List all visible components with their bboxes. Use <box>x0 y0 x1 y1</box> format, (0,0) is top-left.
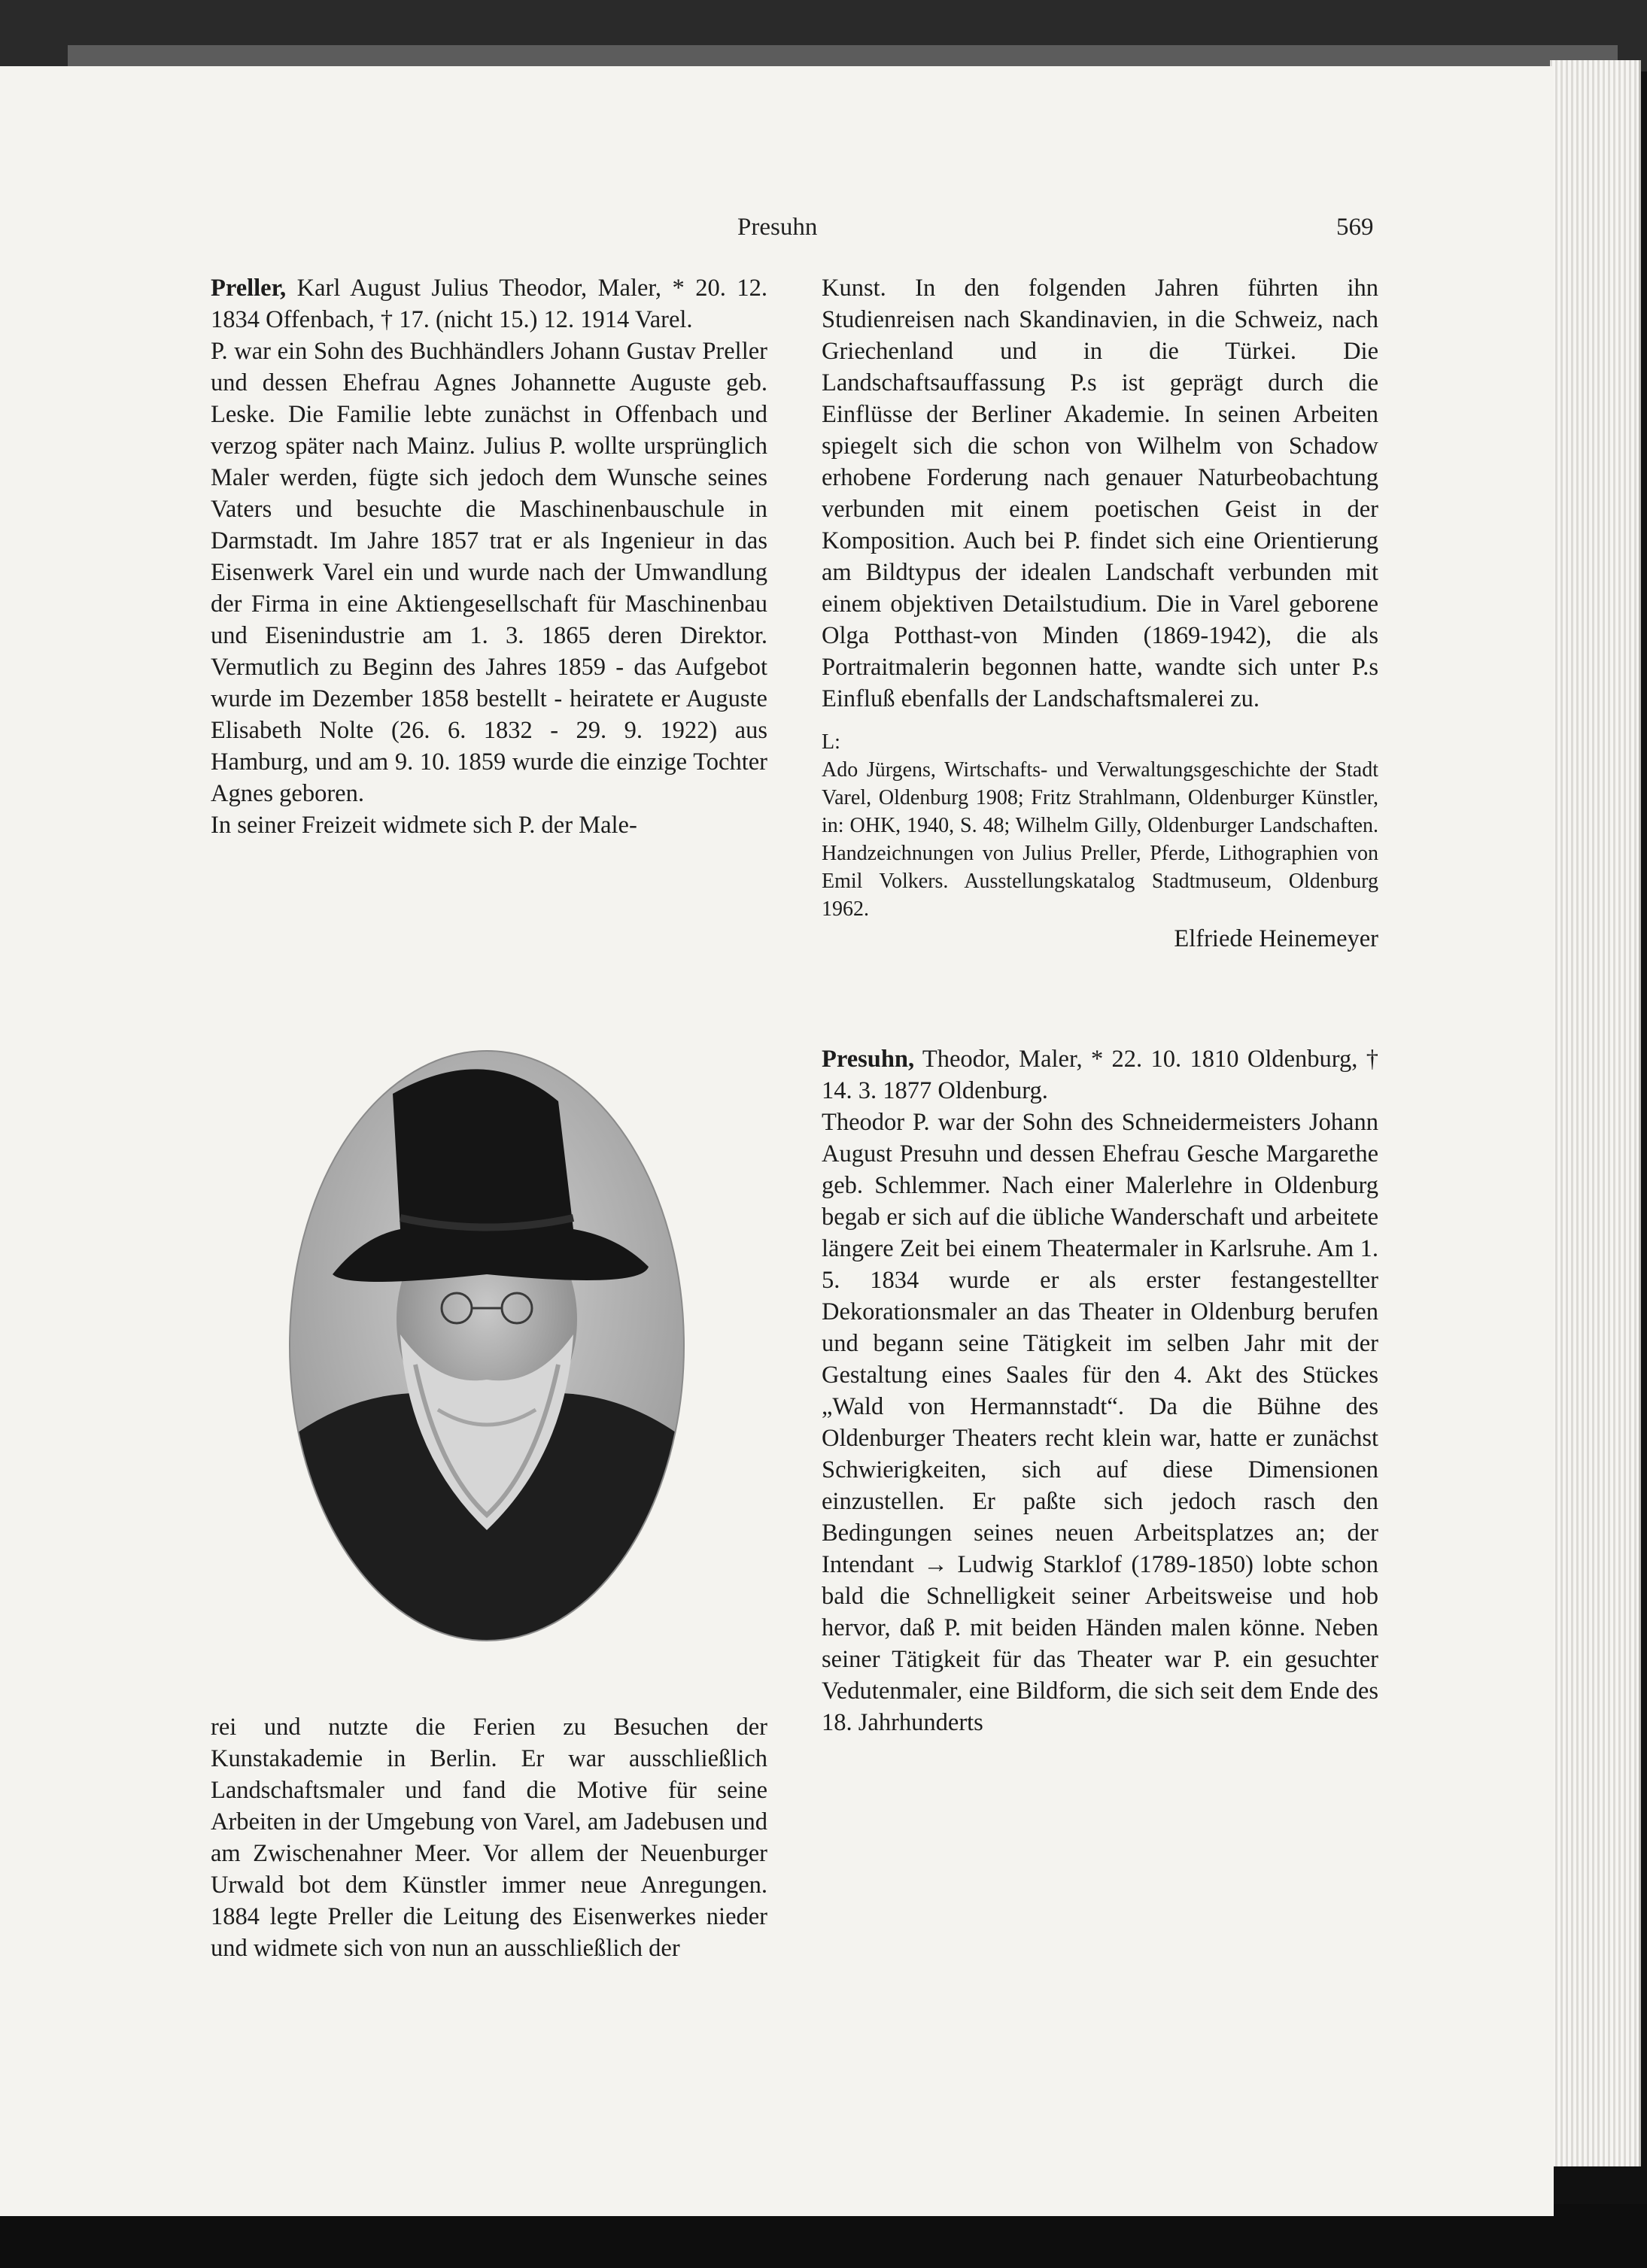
preller-heading <box>211 272 767 335</box>
page-edges <box>1550 60 1641 2166</box>
preller-paragraph-2: In seiner Freizeit widmete sich P. der Male- <box>211 812 637 839</box>
left-column-bottom <box>211 1711 767 1964</box>
presuhn-heading <box>822 1043 1378 1107</box>
author-signature: Elfriede Heinemeyer <box>1174 925 1378 952</box>
entry-name-presuhn: Presuhn, <box>822 1046 915 1073</box>
literature-section <box>822 728 1378 923</box>
presuhn-intro: Theodor, Maler, * 22. 10. 1810 Oldenburg, † 14. 3. 1877 Oldenburg. <box>822 1046 1378 1104</box>
page-number: 569 <box>1336 214 1374 241</box>
portrait-photo <box>287 1049 686 1643</box>
presuhn-paragraph-1: Theodor P. war der Sohn des Schneidermeisters Johann August Presuhn und dessen Ehefrau Gesche Margarethe geb. Schlemmer. Nach einer Malerlehre in Oldenburg begab er sich auf die übliche Wanderschaft und arbeitete längere Zeit bei einem Theatermaler in Karlsruhe. Am 1. 5. 1834 wurde er als erster festangestellter Dekorationsmaler an das Theater in Oldenburg berufen und begann seine Tätigkeit im selben Jahr mit der Gestaltung eines Saales für den 4. Akt des Stückes „Wald von Hermannstadt“. Da die Bühne des Oldenburger Theaters recht klein war, hatte er zunächst Schwierigkeiten, sich auf diese Dimensionen einzustellen. Er paßte sich jedoch rasch den Bedingungen seines neuen Arbeitsplatzes an; der Intendant → Ludwig Starklof (1789-1850) lobte schon bald die Schnelligkeit seiner Arbeitsweise und hob hervor, daß P. mit beiden Händen malen könne. Neben seiner Tätigkeit für das Theater war P. ein gesuchter Vedutenmaler, eine Bildform, die sich seit dem Ende des 18. Jahrhunderts <box>822 1109 1378 1736</box>
preller-intro: Karl August Julius Theodor, Maler, * 20. 12. 1834 Offenbach, † 17. (nicht 15.) 12. 1914 Varel. <box>211 275 767 333</box>
entry-name-preller: Preller, <box>211 275 287 302</box>
preller-paragraph-1: P. war ein Sohn des Buchhändlers Johann Gustav Preller und dessen Ehefrau Agnes Johannette Auguste geb. Leske. Die Familie lebte zunächst in Offenbach und verzog später nach Mainz. Julius P. wollte ursprünglich Maler werden, fügte sich jedoch dem Wunsche seines Vaters und besuchte die Maschinenbauschule in Darmstadt. Im Jahre 1857 trat er als Ingenieur in das Eisenwerk Varel ein und wurde nach der Umwandlung der Firma in eine Aktiengesellschaft für Maschinenbau und Eisenindustrie am 1. 3. 1865 deren Direktor. Vermutlich zu Beginn des Jahres 1859 - das Aufgebot wurde im Dezember 1858 bestellt - heiratete er Auguste Elisabeth Nolte (26. 6. 1832 - 29. 9. 1922) aus Hamburg, und am 9. 10. 1859 wurde die einzige Tochter Agnes geboren. <box>211 338 767 807</box>
literature-label: L: <box>822 730 840 754</box>
preller-paragraph-2-continued: rei und nutzte die Ferien zu Besuchen der Kunstakademie in Berlin. Er war ausschließlich Landschaftsmaler und fand die Motive für seine Arbeiten in der Umgebung von Varel, am Jadebusen und am Zwischenahner Meer. Vor allem der Neuenburger Urwald bot dem Künstler immer neue Anregungen. 1884 legte Preller die Leitung des Eisenwerkes nieder und widmete sich von nun an ausschließlich der <box>211 1714 767 1962</box>
right-column <box>822 272 1378 1738</box>
entry-separator <box>822 955 1378 1043</box>
preller-paragraph-2-end: Kunst. In den folgenden Jahren führten ihn Studienreisen nach Skandinavien, in die Schweiz, nach Griechenland und in die Türkei. Die Landschaftsauffassung P.s ist geprägt durch die Einflüsse der Berliner Akademie. In seinen Arbeiten spiegelt sich die schon von Wilhelm von Schadow erhobene Forderung nach genauer Naturbeobachtung verbunden mit einem poetischen Geist in der Komposition. Auch bei P. findet sich eine Orientierung am Bildtypus der idealen Landschaft verbunden mit einem objektiven Detailstudium. Die in Varel geborene Olga Potthast-von Minden (1869-1942), die als Portraitmalerin begonnen hatte, wandte sich unter P.s Einfluß ebenfalls der Landschaftsmalerei zu. <box>822 275 1378 712</box>
literature-text: Ado Jürgens, Wirtschafts- und Verwaltungsgeschichte der Stadt Varel, Oldenburg 1908; Fritz Strahlmann, Oldenburger Künstler, in: OHK, 1940, S. 48; Wilhelm Gilly, Oldenburger Landschaften. Handzeichnungen von Julius Preller, Pferde, Lithographien von Emil Volkers. Ausstellungskatalog Stadtmuseum, Oldenburg 1962. <box>822 758 1378 921</box>
running-header: Presuhn <box>737 214 818 241</box>
left-column-top <box>211 272 767 841</box>
